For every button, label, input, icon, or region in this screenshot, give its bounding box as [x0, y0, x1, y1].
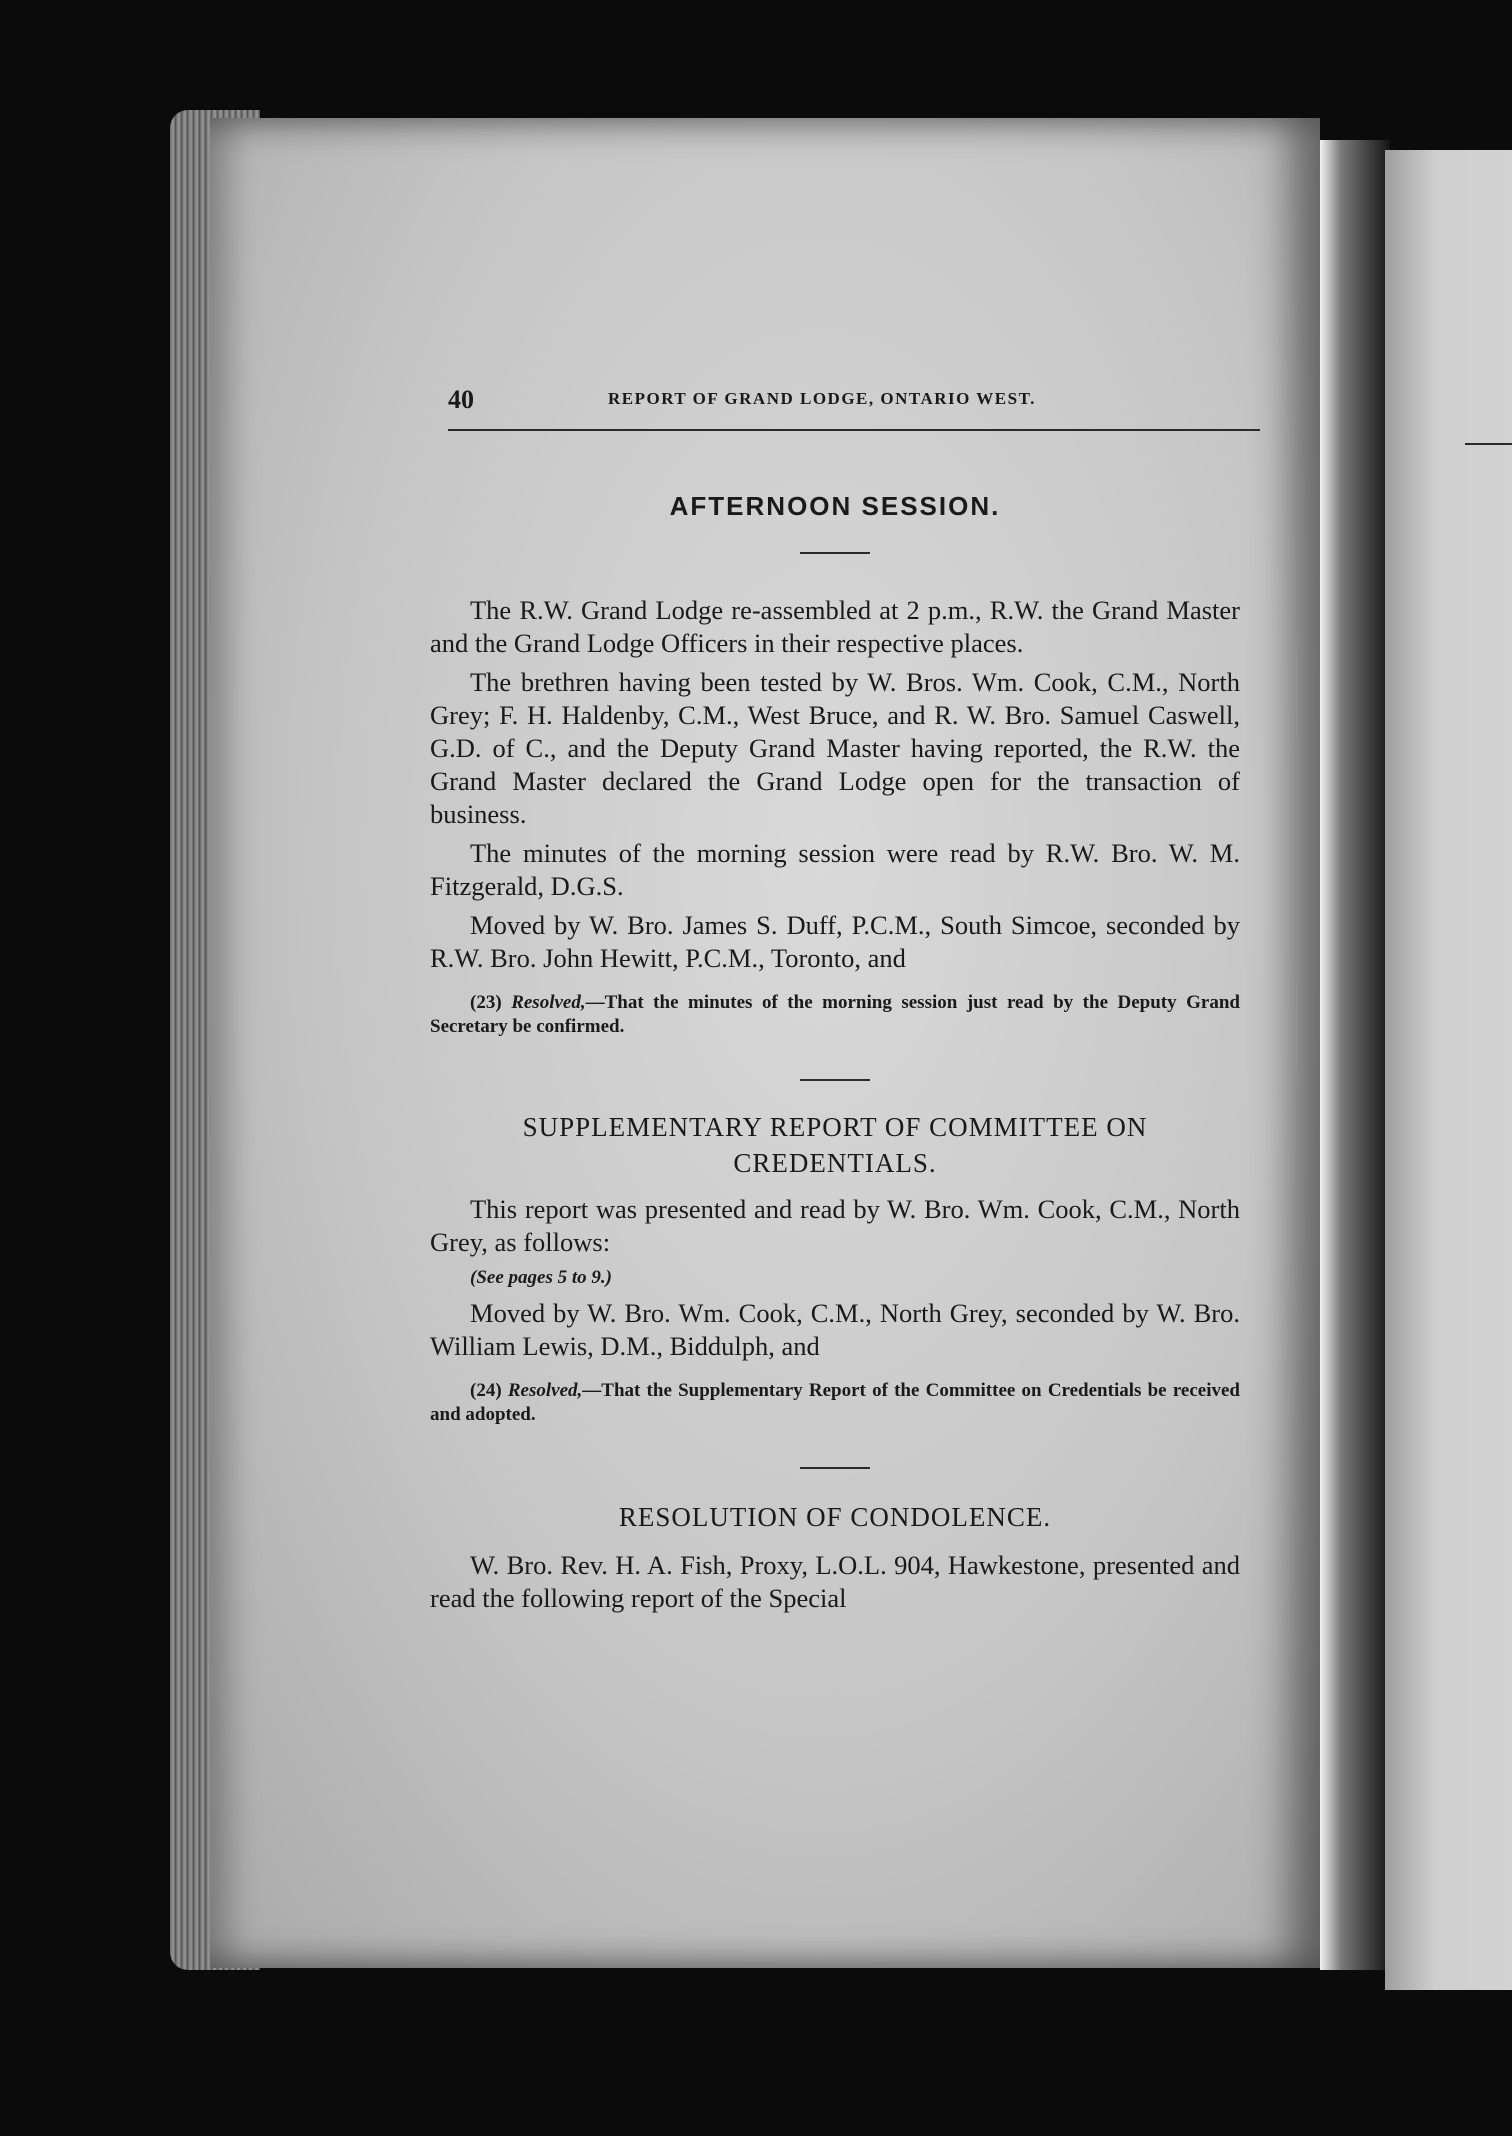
supplementary-heading-line2: CREDENTIALS.	[733, 1148, 937, 1178]
paragraph: W. Bro. Rev. H. A. Fish, Proxy, L.O.L. 904, Hawkestone, presented and read the following report of the Special	[430, 1550, 1240, 1613]
resolution-word: Resolved,	[511, 992, 586, 1013]
book-gutter	[1320, 140, 1390, 1970]
right-page	[1385, 150, 1512, 1990]
paragraph: This report was presented and read by W. Bro. Wm. Cook, C.M., North Grey, as follows:	[430, 1194, 1240, 1257]
resolution-text: —That the minutes of the morning session just read by the Deputy Grand Secretary be confirmed.	[430, 992, 1241, 1037]
page-number: 40	[448, 385, 474, 414]
paragraph: Moved by W. Bro. James S. Duff, P.C.M., South Simcoe, seconded by R.W. Bro. John Hewitt, P.C.M., Toronto, and	[430, 910, 1240, 973]
afternoon-session-heading: AFTERNOON SESSION.	[669, 491, 1001, 521]
running-title: REPORT OF GRAND LODGE, ONTARIO WEST.	[608, 389, 1036, 408]
right-page-rule	[1465, 443, 1512, 445]
page-reference-note: (See pages 5 to 9.)	[470, 1267, 612, 1288]
condolence-heading: RESOLUTION OF CONDOLENCE.	[618, 1502, 1052, 1532]
resolution-number: (23)	[470, 992, 502, 1013]
section-rule	[800, 1079, 870, 1081]
resolution-24	[430, 1379, 1240, 1427]
paragraph: The R.W. Grand Lodge re-assembled at 2 p.m., R.W. the Grand Master and the Grand Lodge Officers in their respective places.	[430, 595, 1240, 658]
resolution-word: Resolved,	[507, 1380, 583, 1401]
section-rule	[800, 552, 870, 554]
paragraph: The brethren having been tested by W. Bros. Wm. Cook, C.M., North Grey; F. H. Haldenby, C.M., West Bruce, and R. W. Bro. Samuel Caswell, G.D. of C., and the Deputy Grand Master having reported, the R.W. the Grand Master declared the Grand Lodge open for the transaction of business.	[430, 667, 1240, 829]
supplementary-heading-line1: SUPPLEMENTARY REPORT OF COMMITTEE ON	[522, 1112, 1148, 1142]
resolution-text: —That the Supplementary Report of the Committee on Credentials be received and adopted.	[430, 1380, 1240, 1425]
section-rule	[800, 1467, 870, 1469]
resolution-number: (24)	[470, 1380, 502, 1401]
paragraph: The minutes of the morning session were read by R.W. Bro. W. M. Fitzgerald, D.G.S.	[430, 838, 1240, 901]
resolution-23	[430, 991, 1240, 1039]
running-head	[448, 385, 1260, 431]
paragraph: Moved by W. Bro. Wm. Cook, C.M., North Grey, seconded by W. Bro. William Lewis, D.M., Biddulph, and	[430, 1298, 1240, 1361]
page-content	[430, 385, 1240, 1615]
